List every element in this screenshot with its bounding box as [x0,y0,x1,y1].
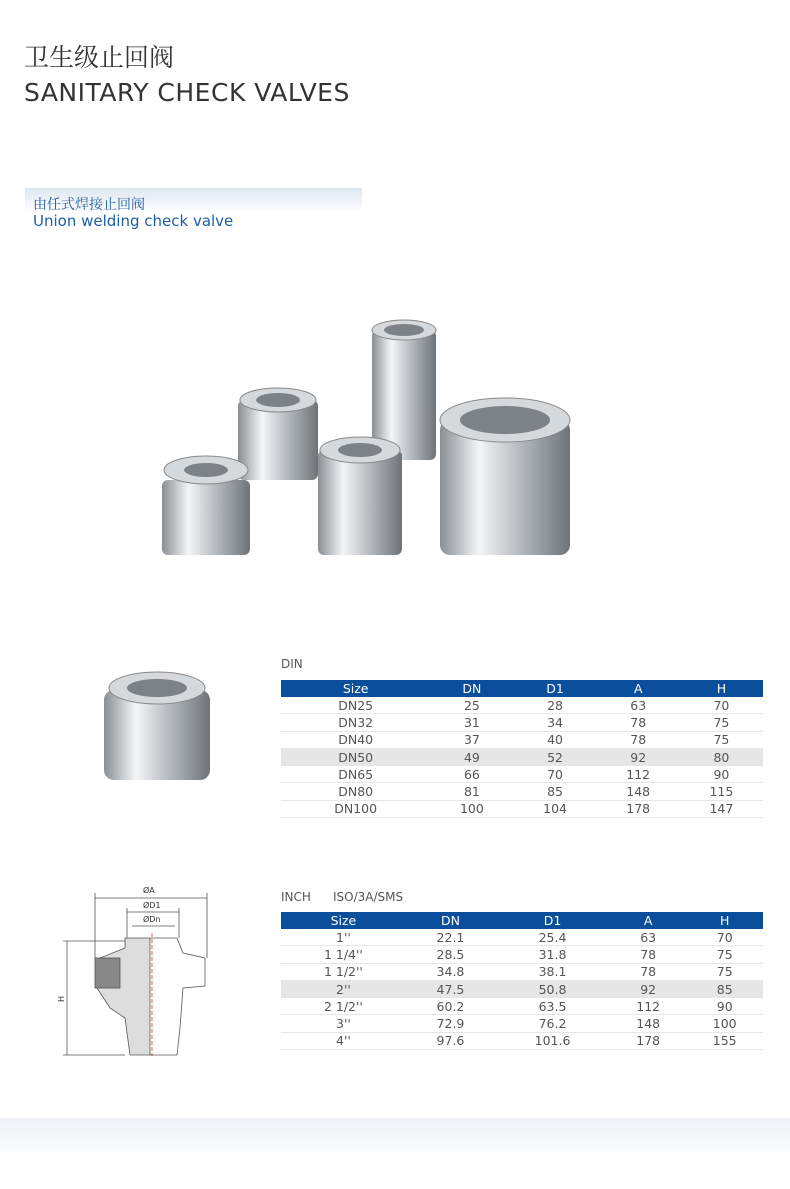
din-label: DIN [281,657,303,671]
table-row [281,697,763,714]
table-cell: 104 [513,800,596,817]
table-cell: 112 [610,998,687,1015]
table-cell: 178 [610,1032,687,1049]
table-cell: DN32 [281,714,430,731]
table-row [281,929,763,946]
table-cell: 31.8 [495,946,610,963]
table-cell: 1 1/2'' [281,963,406,980]
table-cell: 85 [513,783,596,800]
table-cell: 78 [597,714,680,731]
table-cell: 1 1/4'' [281,946,406,963]
table-cell: 78 [597,731,680,748]
table-cell: 70 [513,766,596,783]
table-row [281,731,763,748]
table-cell: 22.1 [406,929,495,946]
table-cell: 72.9 [406,1015,495,1032]
table-cell: 25 [430,697,513,714]
table-cell: 115 [680,783,763,800]
table-cell: 112 [597,766,680,783]
table-cell: 101.6 [495,1032,610,1049]
cross-section-drawing [55,878,225,1058]
table-cell: 3'' [281,1015,406,1032]
table-row [281,998,763,1015]
table-row [281,1032,763,1049]
column-header: DN [430,680,513,697]
table-cell: 25.4 [495,929,610,946]
column-header: A [610,912,687,929]
valves-group-photo [150,310,590,570]
table-cell: 66 [430,766,513,783]
table-cell: 63 [610,929,687,946]
table-cell: 70 [686,929,763,946]
din-table [281,680,763,818]
table-cell: 97.6 [406,1032,495,1049]
table-cell: 90 [686,998,763,1015]
column-header: H [680,680,763,697]
table-cell: 31 [430,714,513,731]
table-cell: 85 [686,980,763,997]
table-cell: DN65 [281,766,430,783]
section-title-cn: 由任式焊接止回阀 [33,197,145,213]
table-row [281,714,763,731]
footer-band [0,1118,790,1152]
column-header: D1 [495,912,610,929]
table-cell: 1'' [281,929,406,946]
table-cell: 38.1 [495,963,610,980]
column-header: Size [281,680,430,697]
table-row [281,783,763,800]
table-cell: 2 1/2'' [281,998,406,1015]
table-cell: 4'' [281,1032,406,1049]
table-cell: 34 [513,714,596,731]
section-title-en: Union welding check valve [33,212,234,230]
table-cell: DN100 [281,800,430,817]
table-cell: 148 [597,783,680,800]
column-header: A [597,680,680,697]
page-title-cn: 卫生级止回阀 [24,43,175,72]
table-row [281,980,763,997]
table-row [281,748,763,765]
table-cell: 75 [686,963,763,980]
table-cell: 40 [513,731,596,748]
table-cell: 90 [680,766,763,783]
table-row [281,1015,763,1032]
dim-h-label: H [57,995,66,1002]
table-cell: 80 [680,748,763,765]
table-cell: 28 [513,697,596,714]
table-header [281,680,763,697]
table-cell: 50.8 [495,980,610,997]
table-row [281,963,763,980]
table-cell: 100 [686,1015,763,1032]
table-row [281,766,763,783]
table-cell: 52 [513,748,596,765]
standard-label: ISO/3A/SMS [333,890,404,904]
table-cell: 75 [680,731,763,748]
dim-dn-label: ØDn [143,915,161,924]
dim-a-label: ØA [143,886,155,895]
table-row [281,800,763,817]
table-cell: 92 [597,748,680,765]
table-cell: DN25 [281,697,430,714]
table-cell: 81 [430,783,513,800]
table-cell: 78 [610,946,687,963]
column-header: Size [281,912,406,929]
table-cell: DN80 [281,783,430,800]
table-cell: 78 [610,963,687,980]
table-cell: 34.8 [406,963,495,980]
table-cell: 178 [597,800,680,817]
table-header [281,912,763,929]
table-cell: DN40 [281,731,430,748]
table-cell: 155 [686,1032,763,1049]
table-cell: 37 [430,731,513,748]
table-cell: 147 [680,800,763,817]
table-cell: 76.2 [495,1015,610,1032]
table-cell: 92 [610,980,687,997]
table-cell: 49 [430,748,513,765]
table-cell: 70 [680,697,763,714]
table-cell: DN50 [281,748,430,765]
column-header: D1 [513,680,596,697]
column-header: DN [406,912,495,929]
table-cell: 47.5 [406,980,495,997]
table-cell: 75 [680,714,763,731]
inch-label: INCH [281,890,311,904]
table-cell: 148 [610,1015,687,1032]
inch-table [281,912,763,1050]
dim-d1-label: ØD1 [143,901,161,910]
table-cell: 75 [686,946,763,963]
page-title-en: SANITARY CHECK VALVES [24,78,350,107]
table-cell: 60.2 [406,998,495,1015]
table-row [281,946,763,963]
column-header: H [686,912,763,929]
table-cell: 63.5 [495,998,610,1015]
table-cell: 100 [430,800,513,817]
valve-photo [92,660,222,790]
table-cell: 63 [597,697,680,714]
table-cell: 28.5 [406,946,495,963]
table-cell: 2'' [281,980,406,997]
